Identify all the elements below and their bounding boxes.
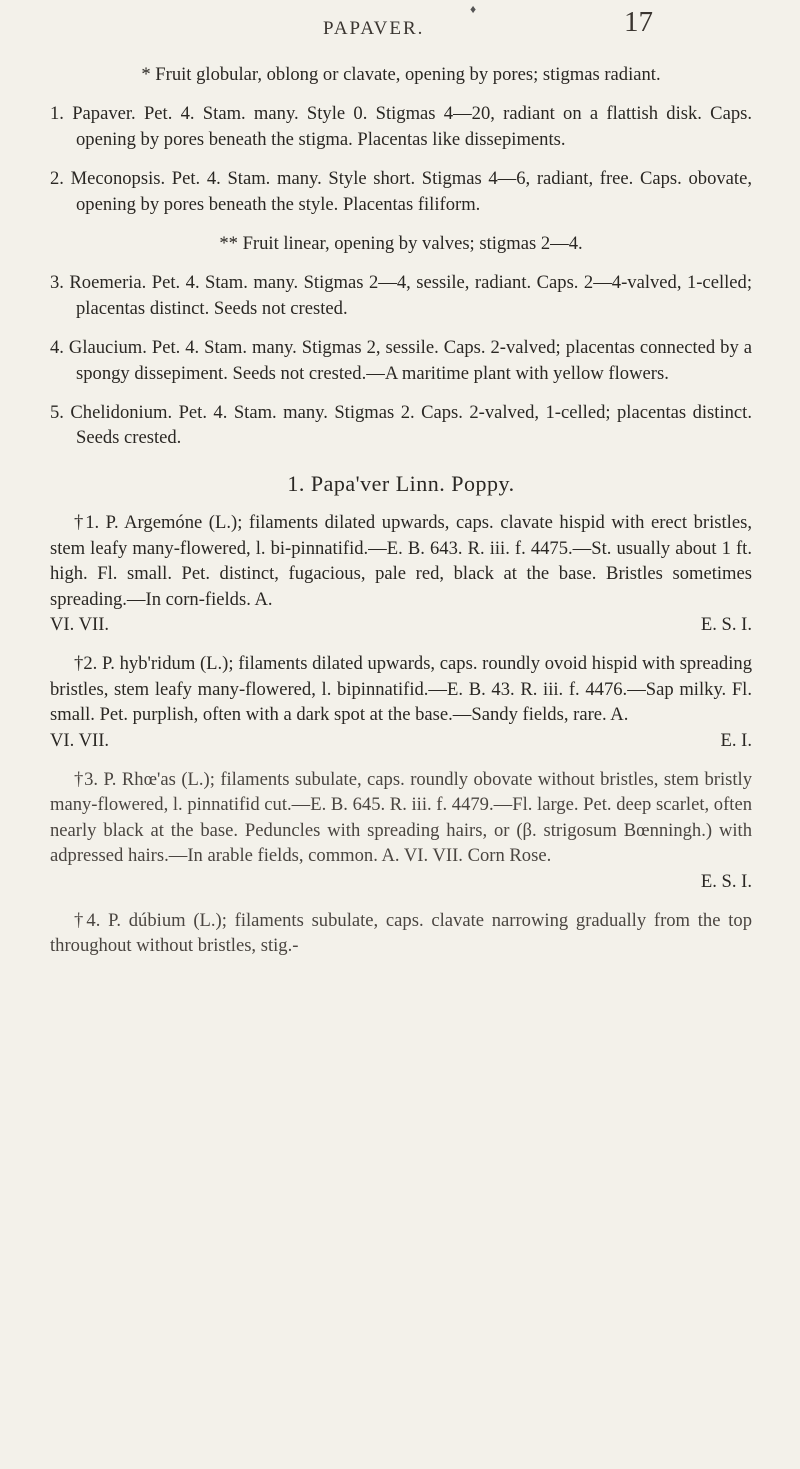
page-number: 17 [624, 6, 653, 38]
section-a-heading: * Fruit globular, oblong or clavate, opening by pores; stigmas radiant. [141, 64, 661, 85]
species-text: †3. P. Rhœ'as (L.); filaments subulate, caps. roundly obovate without bristles, stem bristly many-flowered, l. pinnatifid cut.—E. B. 645. R. iii. f. 4479.—Fl. large. Pet. deep scarlet, often nearly black at the base. Peduncles with spreading hairs, or (β. strigosum Bœnningh.) with adpressed hairs.—In arable fields, common. A. VI. VII. Corn Rose. [50, 768, 752, 867]
genus-key-roemeria: 3. Roemeria. Pet. 4. Stam. many. Stigmas 2—4, sessile, radiant. Caps. 2—4-valved, 1-celled; placentas distinct. Seeds not crested. [50, 272, 752, 319]
species-text: †2. P. hyb'ridum (L.); filaments dilated upwards, caps. roundly ovoid hispid with spreading bristles, stem leafy many-flowered, l. bipinnatifid.—E. B. 43. R. iii. f. 4476.—Sap milky. Fl. small. Pet. purplish, often with a dark spot at the base.—Sandy fields, rare. A. [50, 653, 752, 726]
running-header [0, 4, 800, 54]
species-text: †1. P. Argemóne (L.); filaments dilated upwards, caps. clavate hispid with erect bristles, stem leafy many-flowered, l. bi-pinnatifid.—E. B. 643. R. iii. f. 4475.—St. usually about 1 ft. high. Fl. small. Pet. distinct, fugacious, pale red, black at the base. Bristles sometimes spreading.—In corn-fields. A. [50, 512, 752, 610]
species-entry [50, 651, 752, 753]
species-entry [50, 908, 752, 959]
genus-key-papaver: 1. Papaver. Pet. 4. Stam. many. Style 0. Stigmas 4—20, radiant on a flattish disk. Caps. opening by pores beneath the stigma. Placentas like dissepiments. [50, 103, 752, 150]
distribution-status: E. S. I. [700, 870, 752, 892]
section-b-heading: ** Fruit linear, opening by valves; stigmas 2—4. [219, 233, 583, 255]
running-title: PAPAVER. [323, 18, 425, 39]
printer-mark: ♦ [470, 2, 477, 16]
genus-key-chelidonium: 5. Chelidonium. Pet. 4. Stam. many. Stigmas 2. Caps. 2-valved, 1-celled; placentas distinct. Seeds crested. [50, 402, 752, 449]
genus-key-glaucium: 4. Glaucium. Pet. 4. Stam. many. Stigmas 2, sessile. Caps. 2-valved; placentas connected by a spongy dissepiment. Seeds not crested.—A maritime plant with yellow flowers. [50, 337, 752, 384]
flowering-months: VI. VII. [50, 729, 110, 751]
species-entry [50, 767, 752, 894]
genus-heading: 1. Papa'ver Linn. Poppy. [287, 470, 515, 496]
distribution-status: E. I. [720, 729, 752, 751]
flowering-months: VI. VII. [50, 613, 110, 635]
genus-key-meconopsis: 2. Meconopsis. Pet. 4. Stam. many. Style short. Stigmas 4—6, radiant, free. Caps. obovate, opening by pores beneath the style. Placentas filiform. [50, 168, 752, 215]
species-entry [50, 510, 752, 637]
page-body [50, 62, 752, 959]
distribution-status: E. S. I. [700, 613, 752, 635]
species-text: †4. P. dúbium (L.); filaments subulate, caps. clavate narrowing gradually from the top throughout without bristles, stig.- [50, 909, 752, 957]
